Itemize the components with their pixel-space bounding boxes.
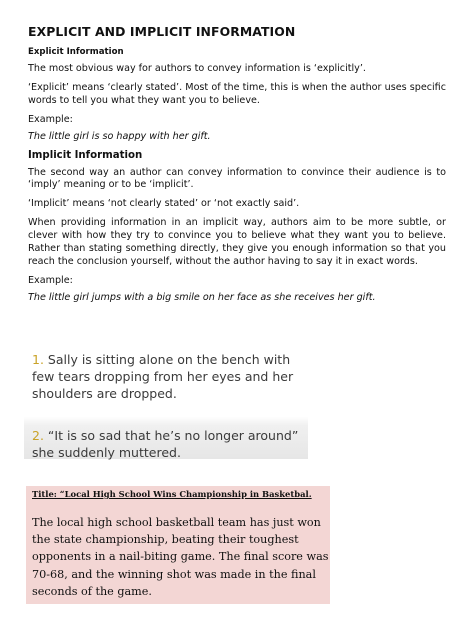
implicit-paragraph-1: The second way an author can convey information to convince their audience is to ‘imply’ meaning or to be ‘implicit’. [28,166,446,191]
implicit-example-label: Example: [28,274,73,286]
item-number: 1. [32,352,44,367]
document-page [28,24,446,311]
sally-item-2 [32,427,308,461]
item-number: 2. [32,428,44,443]
item-text: “It is so sad that he’s no longer around” she suddenly muttered. [32,428,299,460]
news-title: Title: “Local High School Wins Championship in Basketbal. [32,489,312,499]
explicit-paragraph-1: The most obvious way for authors to convey information is ‘explicitly’. [28,63,366,74]
item-text: Sally is sitting alone on the bench with few tears dropping from her eyes and her shoulders are dropped. [32,352,294,401]
news-body: The local high school basketball team has just won the state championship, beating their toughest opponents in a nail-biting game. The final score was 70-68, and the winning shot was made in the final seconds of the game. [32,516,329,598]
implicit-example: The little girl jumps with a big smile on her face as she receives her gift. [28,291,376,303]
explicit-heading: Explicit Information [28,47,124,57]
implicit-heading: Implicit Information [28,149,143,161]
page-title: EXPLICIT AND IMPLICIT INFORMATION [28,24,296,39]
explicit-example: The little girl is so happy with her gift. [28,130,211,142]
news-article-image [26,486,330,604]
sally-item-1 [32,351,308,402]
explicit-example-label: Example: [28,113,73,125]
implicit-paragraph-3: When providing information in an implicit way, authors aim to be more subtle, or clever with how they try to convince you to believe what they want you to believe. Rather than stating something directly, they give you enough information so that you reach the conclusion yourself, without the author having to say it in exact words. [28,217,446,267]
sally-example-image [24,347,308,459]
implicit-paragraph-2: ‘Implicit’ means ‘not clearly stated’ or ‘not exactly said’. [28,198,300,210]
explicit-paragraph-2: ‘Explicit’ means ‘clearly stated’. Most of the time, this is when the author uses specific words to tell you what they want you to believe. [28,81,446,106]
